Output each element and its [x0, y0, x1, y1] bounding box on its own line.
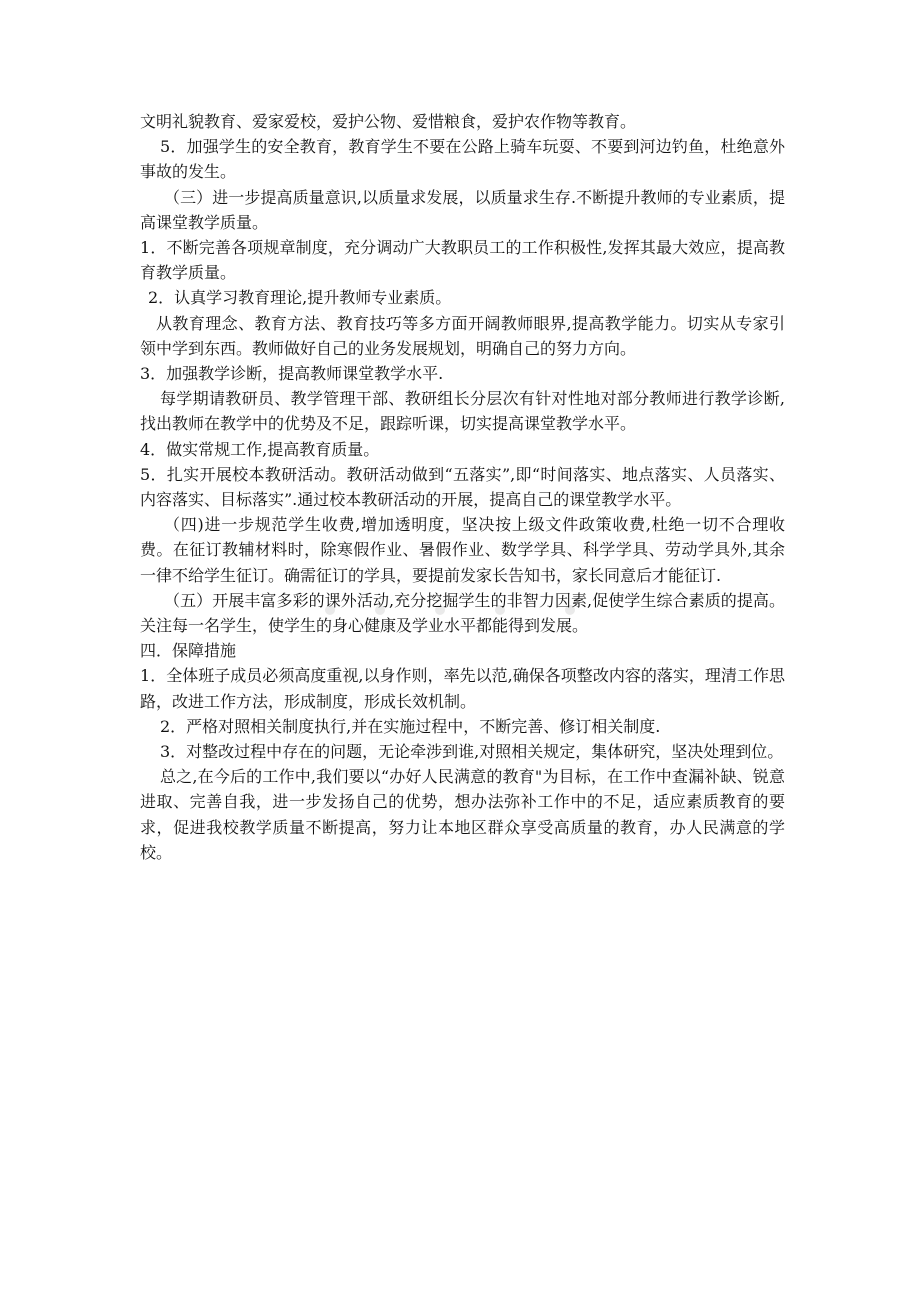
section-heading-quality: （三）进一步提高质量意识,以质量求发展，以质量求生存.不断提升教师的专业素质，提高课堂教学质量。 [140, 187, 785, 232]
paragraph-safety-education: 5．加强学生的安全教育，教育学生不要在公路上骑车玩耍、不要到河边钓鱼，杜绝意外事故的发生。 [140, 137, 785, 182]
paragraph-school-research: 5．扎实开展校本教研活动。教研活动做到“五落实”,即“时间落实、地点落实、人员落实、内容落实、目标落实”.通过校本教研活动的开展，提高自己的课堂教学水平。 [140, 464, 785, 510]
paragraph-diagnosis-detail: 每学期请教研员、教学管理干部、教研组长分层次有针对性地对部分教师进行教学诊断,找出教师在教学中的优势及不足，跟踪听课，切实提高课堂教学水平。 [140, 389, 785, 434]
section-heading-safeguards: 四．保障措施 [140, 641, 237, 661]
section-heading-fees: （四)进一步规范学生收费,增加透明度，坚决按上级文件政策收费,杜绝一切不合理收费。在征订教辅材料时，除寒假作业、暑假作业、数学学具、科学学具、劳动学具外,其余一律不给学生征订。确需征订的学具，要提前发家长告知书，家长同意后才能征订. [140, 515, 785, 585]
paragraph-handle-issues: 3．对整改过程中存在的问题，无论牵涉到谁,对照相关规定，集体研究，坚决处理到位。 [160, 742, 784, 762]
paragraph-follow-rules: 2．严格对照相关制度执行,并在实施过程中，不断完善、修订相关制度. [160, 716, 661, 736]
paragraph-leadership: 1．全体班子成员必须高度重视,以身作则，率先以范,确保各项整改内容的落实，理清工作思路，改进工作方法，形成制度，形成长效机制。 [140, 666, 785, 711]
section-heading-activities: （五）开展丰富多彩的课外活动,充分挖掘学生的非智力因素,促使学生综合素质的提高。关注每一名学生，使学生的身心健康及学业水平都能得到发展。 [140, 590, 785, 636]
paragraph-etiquette-education: 文明礼貌教育、爱家爱校，爱护公物、爱惜粮食，爱护农作物等教育。 [140, 112, 637, 131]
paragraph-routine-work: 4．做实常规工作,提高教育质量。 [140, 439, 380, 459]
paragraph-broaden-horizon: 从教育理念、教育方法、教育技巧等多方面开阔教师眼界,提高教学能力。切实从专家引领中学到东西。教师做好自己的业务发展规划，明确自己的努力方向。 [140, 313, 785, 358]
paragraph-improve-rules: 1．不断完善各项规章制度，充分调动广大教职员工的工作积极性,发挥其最大效应，提高教育教学质量。 [140, 238, 785, 283]
paragraph-teaching-diagnosis: 3．加强教学诊断，提高教师课堂教学水平. [140, 364, 444, 384]
paragraph-study-theory: 2．认真学习教育理论,提升教师专业素质。 [148, 288, 452, 308]
document-body [140, 109, 785, 865]
paragraph-conclusion: 总之,在今后的工作中,我们要以“办好人民满意的教育"为目标，在工作中查漏补缺、锐意进取、完善自我，进一步发扬自己的优势，想办法弥补工作中的不足，适应素质教育的要求，促进我校教学质量不断提高，努力让本地区群众享受高质量的教育，办人民满意的学校。 [140, 767, 785, 862]
